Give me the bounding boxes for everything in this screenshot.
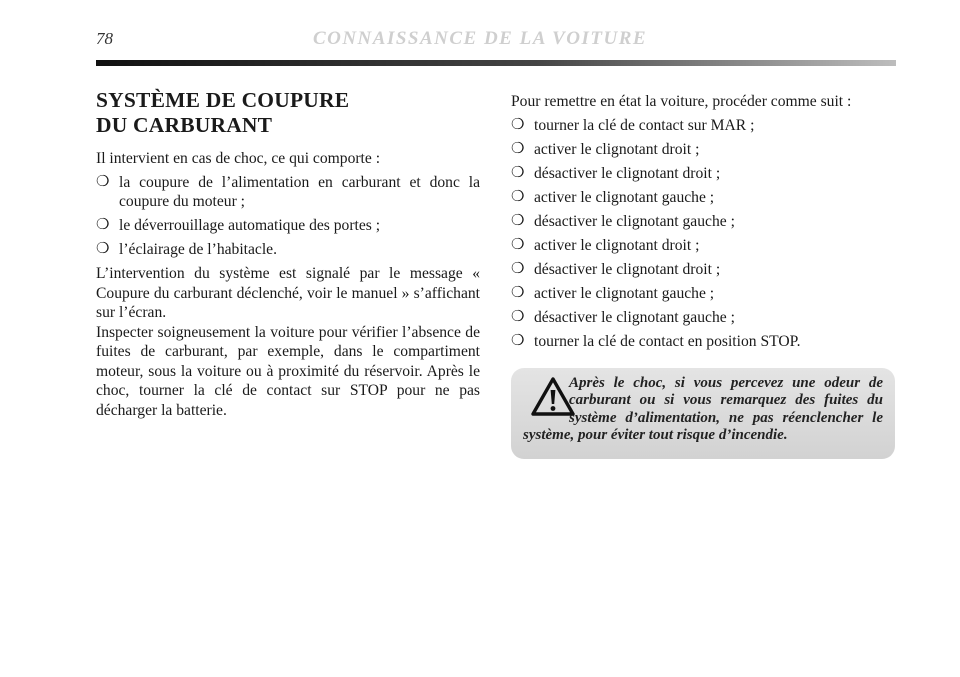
page-number: 78 xyxy=(96,29,113,48)
header-rule xyxy=(96,60,896,66)
section-title-line1: SYSTÈME DE COUPURE xyxy=(96,88,350,112)
section-title-line2: DU CARBURANT xyxy=(96,113,273,137)
list-item: ❍ désactiver le clignotant droit ; xyxy=(511,260,721,278)
message-paragraph: L’intervention du système est signalé par le message « Coupure du carburant déclenché, voir le manuel » s’affichant sur l’écran. xyxy=(96,265,480,321)
list-item: ❍ la coupure de l’alimentation en carburant et donc la coupure du moteur ; xyxy=(96,173,480,210)
running-header: CONNAISSANCE DE LA VOITURE xyxy=(312,28,648,49)
intro-paragraph: Il intervient en cas de choc, ce qui comporte : xyxy=(96,150,381,167)
bullet-icon: ❍ xyxy=(511,284,525,301)
list-item: ❍ désactiver le clignotant gauche ; xyxy=(511,308,735,326)
bullet-icon: ❍ xyxy=(96,241,110,257)
bullet-icon: ❍ xyxy=(511,116,525,133)
left-column xyxy=(96,88,480,420)
list-item: ❍ désactiver le clignotant gauche ; xyxy=(511,212,735,230)
list-item: ❍ activer le clignotant gauche ; xyxy=(511,188,715,206)
list-item: ❍ activer le clignotant droit ; xyxy=(511,236,700,254)
section-title xyxy=(96,88,480,138)
bullet-icon: ❍ xyxy=(511,236,525,253)
bullet-icon: ❍ xyxy=(511,140,525,157)
right-column xyxy=(511,92,911,356)
bullet-icon: ❍ xyxy=(96,173,110,190)
bullet-icon: ❍ xyxy=(511,188,525,205)
bullet-icon: ❍ xyxy=(511,332,525,349)
warning-box xyxy=(511,368,895,459)
bullet-icon: ❍ xyxy=(96,217,110,233)
list-item: ❍ le déverrouillage automatique des portes ; xyxy=(96,217,381,234)
warning-text: Après le choc, si vous percevez une odeur de carburant ou si vous remarquez des fuites du système d’alimentation, ne pas réenclencher le système, pour éviter tout risque d’incendie. xyxy=(523,375,883,444)
inspection-paragraph: Inspecter soigneusement la voiture pour vérifier l’absence de fuites de carburant, par exemple, dans le compartiment moteur, sous la voiture ou à proximité du réservoir. Après le choc, tourner la clé de contact sur STOP pour ne pas décharger la batterie. xyxy=(96,323,480,419)
list-item: ❍ désactiver le clignotant droit ; xyxy=(511,164,721,182)
list-item: ❍ l’éclairage de l’habitacle. xyxy=(96,241,278,258)
list-item: ❍ activer le clignotant gauche ; xyxy=(511,284,715,302)
bullet-icon: ❍ xyxy=(511,212,525,229)
list-item: ❍ activer le clignotant droit ; xyxy=(511,140,700,158)
bullet-icon: ❍ xyxy=(511,308,525,325)
bullet-icon: ❍ xyxy=(511,164,525,181)
warning-text-block xyxy=(523,375,883,445)
list-item: ❍ tourner la clé de contact en position STOP. xyxy=(511,332,801,350)
effects-list xyxy=(96,173,480,260)
procedure-intro: Pour remettre en état la voiture, procéder comme suit : xyxy=(511,93,852,110)
procedure-steps-list xyxy=(511,116,911,352)
bullet-icon: ❍ xyxy=(511,260,525,277)
list-item: ❍ tourner la clé de contact sur MAR ; xyxy=(511,116,755,134)
